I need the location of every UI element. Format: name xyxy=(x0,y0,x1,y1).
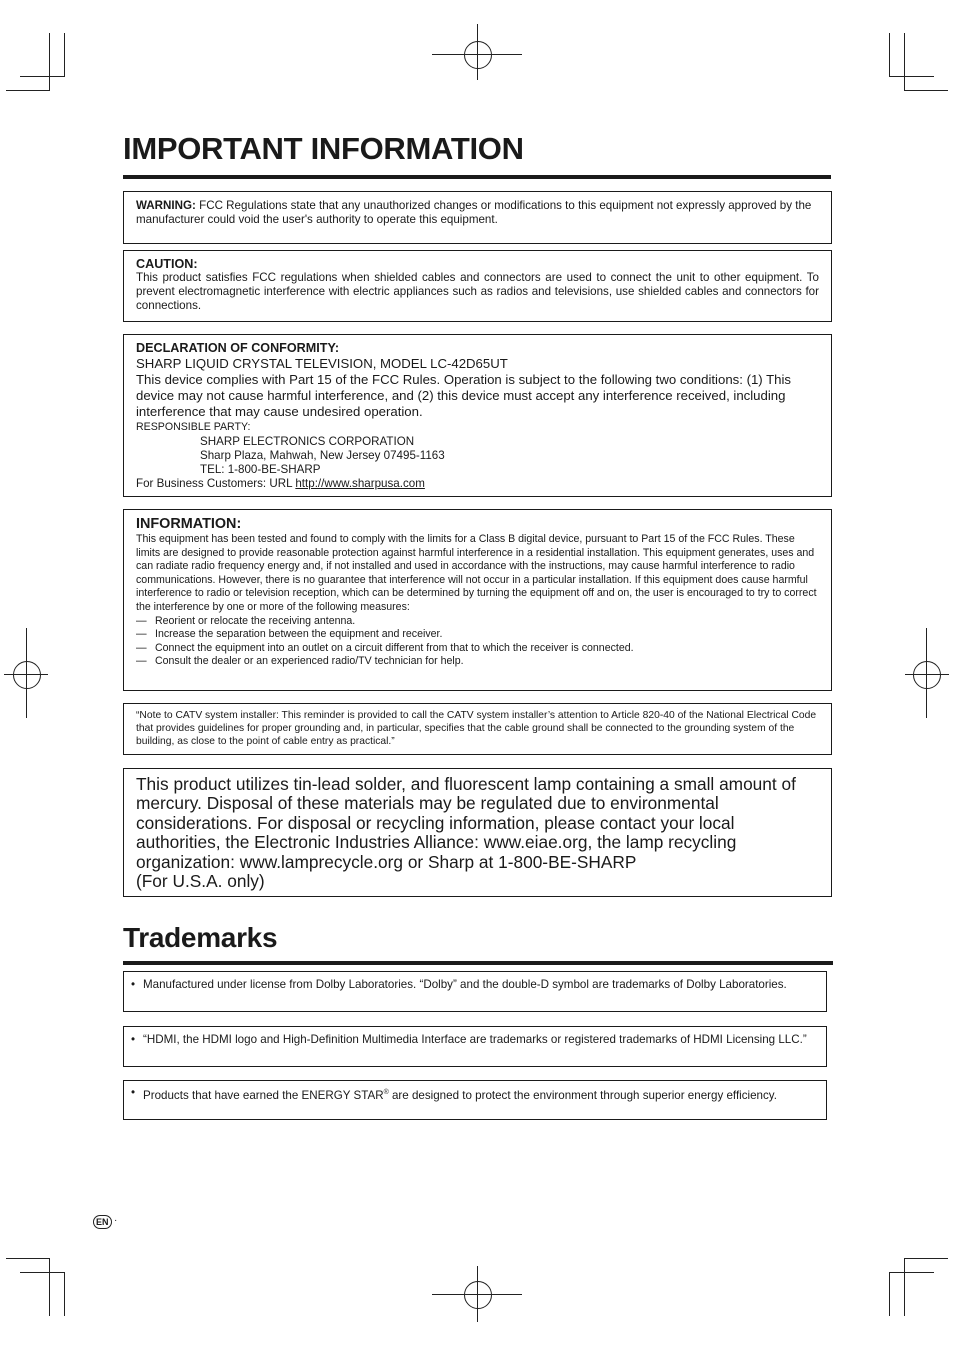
registration-mark xyxy=(926,628,927,718)
trademarks-title: Trademarks xyxy=(123,922,278,953)
responsible-party-address: Sharp Plaza, Mahwah, New Jersey 07495-1163 xyxy=(200,448,445,462)
registration-mark xyxy=(464,1281,492,1309)
registration-mark xyxy=(26,628,27,718)
measure-item xyxy=(136,628,819,642)
crop-mark xyxy=(889,1272,934,1273)
crop-mark xyxy=(889,33,890,77)
warning-box xyxy=(123,191,832,244)
crop-mark xyxy=(889,76,934,77)
crop-mark xyxy=(64,33,65,77)
declaration-model: SHARP LIQUID CRYSTAL TELEVISION, MODEL LC-42D65UT xyxy=(136,356,508,371)
dolby-text: Manufactured under license from Dolby Laboratories. “Dolby” and the double-D symbol are trademarks of Dolby Laboratories. xyxy=(143,978,787,991)
caution-box xyxy=(123,250,832,322)
registration-mark xyxy=(913,661,941,689)
declaration-text: This device complies with Part 15 of the FCC Rules. Operation is subject to the following two conditions: (1) This device may not cause harmful interference, and (2) this device must accept any interference received, including interference that may cause undesired operation. xyxy=(136,372,792,419)
language-badge: EN xyxy=(93,1215,112,1229)
page-title: IMPORTANT INFORMATION xyxy=(123,131,524,166)
measure-item xyxy=(136,642,819,656)
trademarks-rule xyxy=(123,961,833,965)
measure-item xyxy=(136,615,819,629)
registered-mark: ® xyxy=(383,1089,389,1096)
crop-mark xyxy=(64,1272,65,1316)
registration-mark xyxy=(464,41,492,69)
measure-text: Consult the dealer or an experienced radio/TV technician for help. xyxy=(155,655,464,668)
measure-text: Connect the equipment into an outlet on a circuit different from that to which the receiver is connected. xyxy=(155,641,634,654)
crop-mark xyxy=(20,1272,65,1273)
crop-mark xyxy=(904,90,948,91)
disposal-box xyxy=(123,768,832,897)
warning-label: WARNING: xyxy=(136,199,196,212)
bullet: • xyxy=(131,1033,136,1046)
energy-star-text xyxy=(143,1086,777,1103)
measure-item xyxy=(136,655,819,669)
disposal-region: (For U.S.A. only) xyxy=(136,871,265,892)
crop-mark xyxy=(904,33,905,91)
hdmi-trademark-box xyxy=(123,1026,827,1067)
information-box xyxy=(123,509,832,691)
responsible-party-company: SHARP ELECTRONICS CORPORATION xyxy=(200,434,415,448)
catv-note-text: “Note to CATV system installer: This reminder is provided to call the CATV system installer’s attention to Article 820-40 of the National Electrical Code that provides guidelines for proper grounding and, in particular, specifies that the cable ground shall be connected to the grounding system of the building, as close to the point of cable entry as practical.” xyxy=(136,710,817,747)
dolby-trademark-box xyxy=(123,971,827,1012)
energy-star-box xyxy=(123,1080,827,1120)
hdmi-text: “HDMI, the HDMI logo and High-Definition Multimedia Interface are trademarks or registered trademarks of HDMI Licensing LLC.” xyxy=(143,1033,807,1046)
warning-text: FCC Regulations state that any unauthorized changes or modifications to this equipment not expressly approved by the manufacturer could void the user's authority to operate this equipment. xyxy=(136,199,812,226)
registration-mark xyxy=(477,1266,478,1322)
energy-star-prefix: Products that have earned the ENERGY STAR xyxy=(143,1088,384,1102)
crop-mark xyxy=(49,33,50,91)
bullet: • xyxy=(131,978,136,991)
registration-mark xyxy=(13,661,41,689)
bullet: • xyxy=(131,1086,136,1099)
responsible-party-tel: TEL: 1-800-BE-SHARP xyxy=(200,462,321,476)
crop-mark xyxy=(904,1258,948,1259)
crop-mark xyxy=(6,1258,50,1259)
catv-note-box xyxy=(123,703,832,755)
measure-dash: — xyxy=(136,628,147,641)
business-url-prefix: For Business Customers: URL xyxy=(136,476,296,490)
crop-mark xyxy=(49,1258,50,1316)
information-text: This equipment has been tested and found to comply with the limits for a Class B digital device, pursuant to Part 15 of the FCC Rules. These limits are designed to provide reasonable protection against harmful interference in a residential installation. This equipment generates, uses and can radiate radio frequency energy and, if not installed and used in accordance with the instructions, may cause harmful interference to radio communications. However, there is no guarantee that interference will not occur in a particular installation. If this equipment does cause harmful interference to radio or television reception, which can be determined by turning the equipment off and on, the user is encouraged to try to correct the interference by one or more of the following measures: xyxy=(136,533,817,613)
crop-mark xyxy=(904,1258,905,1316)
hdmi-item xyxy=(131,1033,814,1047)
declaration-box xyxy=(123,334,832,497)
crop-mark xyxy=(889,1272,890,1316)
measure-text: Increase the separation between the equipment and receiver. xyxy=(155,628,443,641)
crop-mark xyxy=(20,76,65,77)
declaration-label: DECLARATION OF CONFORMITY: xyxy=(136,341,340,355)
energy-star-suffix: are designed to protect the environment through superior energy efficiency. xyxy=(388,1088,777,1102)
caution-label: CAUTION: xyxy=(136,257,198,271)
title-rule xyxy=(123,175,831,179)
page-number-dot: · xyxy=(114,1215,118,1226)
information-label: INFORMATION: xyxy=(136,516,242,532)
dolby-item xyxy=(131,978,814,992)
disposal-text: This product utilizes tin-lead solder, and fluorescent lamp containing a small amount of mercury. Disposal of these materials may be regulated due to environmental considerations. For disposal or recycling information, please contact your local authorities, the Electronic Industries Alliance: www.eiae.org, the lamp recycling organization: www.lamprecycle.org or Sharp at 1-800-BE-SHARP xyxy=(136,774,796,872)
business-url-line xyxy=(136,477,819,491)
measure-dash: — xyxy=(136,641,147,654)
crop-mark xyxy=(6,90,50,91)
energy-star-item xyxy=(131,1086,814,1103)
caution-text: This product satisfies FCC regulations when shielded cables and connectors are used to connect the unit to other equipment. To prevent electromagnetic interference with electric appliances such as radios and televisions, use shielded cables and connectors for connections. xyxy=(136,271,819,312)
measure-dash: — xyxy=(136,614,147,627)
registration-mark xyxy=(905,674,949,675)
measure-text: Reorient or relocate the receiving antenna. xyxy=(155,614,356,627)
sharp-url-link[interactable]: http://www.sharpusa.com xyxy=(295,476,425,490)
registration-mark xyxy=(477,24,478,80)
measure-dash: — xyxy=(136,655,147,668)
responsible-party-label: RESPONSIBLE PARTY: xyxy=(136,421,251,433)
